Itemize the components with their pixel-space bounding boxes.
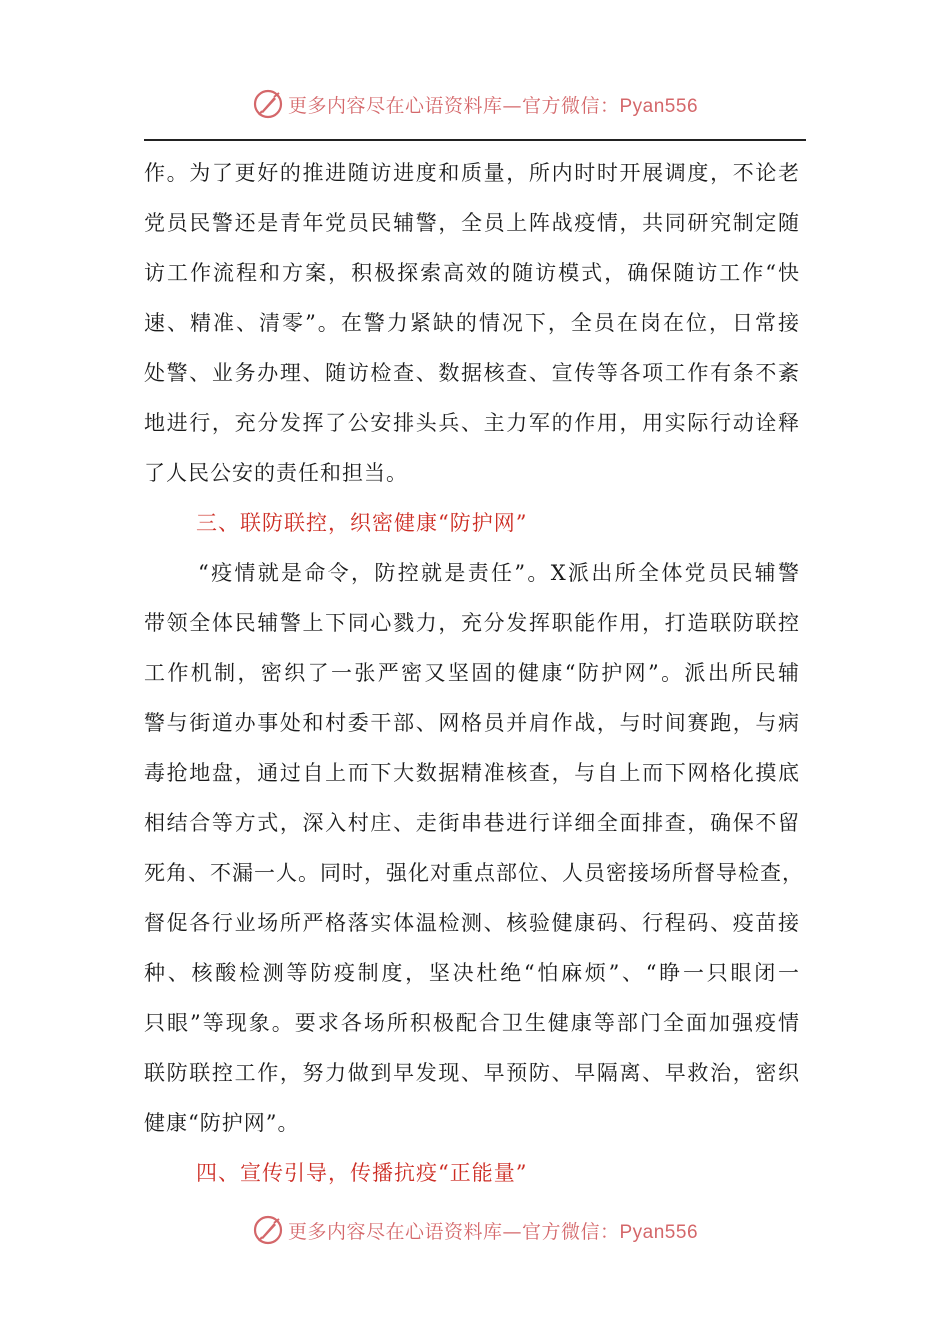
banner-site-text: 更多内容尽在心语资料库—官方微信： <box>287 1220 620 1243</box>
body-line: 联防联控工作，努力做到早发现、早预防、早隔离、早救治，密织 <box>144 1061 800 1085</box>
header-divider <box>144 139 806 141</box>
body-line: 速、精准、清零”。在警力紧缺的情况下，全员在岗在位，日常接 <box>144 311 800 335</box>
banner-text <box>288 91 698 118</box>
paragraph-first-line: “疫情就是命令，防控就是责任”。X派出所全体党员民辅警 <box>198 561 800 585</box>
body-line: 健康“防护网”。 <box>144 1111 300 1135</box>
body-line: 作。为了更好的推进随访进度和质量，所内时时开展调度，不论老 <box>144 161 800 185</box>
body-line: 督促各行业场所严格落实体温检测、核验健康码、行程码、疫苗接 <box>144 911 800 935</box>
body-line: 了人民公安的责任和担当。 <box>144 461 408 485</box>
body-line: 相结合等方式，深入村庄、走街串巷进行详细全面排查，确保不留 <box>144 811 800 835</box>
banner-site-text: 更多内容尽在心语资料库—官方微信： <box>287 94 620 117</box>
body-line: 死角、不漏一人。同时，强化对重点部位、人员密接场所督导检查， <box>144 861 804 885</box>
body-line: 访工作流程和方案，积极探索高效的随访模式，确保随访工作“快 <box>144 261 800 285</box>
body-line: 警与街道办事处和村委干部、网格员并肩作战，与时间赛跑，与病 <box>144 711 800 735</box>
banner-wechat-id: Pyan556 <box>619 95 699 117</box>
quill-logo-icon <box>252 1214 284 1246</box>
body-line: 毒抢地盘，通过自上而下大数据精准核查，与自上而下网格化摸底 <box>144 761 800 785</box>
body-line: 党员民警还是青年党员民辅警，全员上阵战疫情，共同研究制定随 <box>144 211 800 235</box>
quill-logo-icon <box>252 88 284 120</box>
body-line: 只眼”等现象。要求各场所积极配合卫生健康等部门全面加强疫情 <box>144 1011 800 1035</box>
page-footer-banner <box>0 1210 950 1250</box>
body-line: 种、核酸检测等防疫制度，坚决杜绝“怕麻烦”、“睁一只眼闭一 <box>144 961 800 985</box>
body-line: 带领全体民辅警上下同心戮力，充分发挥职能作用，打造联防联控 <box>144 611 800 635</box>
section-heading-4: 四、宣传引导，传播抗疫“正能量” <box>196 1161 528 1185</box>
page-header-banner <box>0 84 950 124</box>
banner-text <box>288 1217 698 1244</box>
body-line: 地进行，充分发挥了公安排头兵、主力军的作用，用实际行动诠释 <box>144 411 800 435</box>
banner-wechat-id: Pyan556 <box>619 1221 699 1243</box>
body-line: 工作机制，密织了一张严密又坚固的健康“防护网”。派出所民辅 <box>144 661 800 685</box>
document-body <box>144 148 804 1198</box>
body-line: 处警、业务办理、随访检查、数据核查、宣传等各项工作有条不紊 <box>144 361 800 385</box>
section-heading-3: 三、联防联控，织密健康“防护网” <box>196 511 528 535</box>
